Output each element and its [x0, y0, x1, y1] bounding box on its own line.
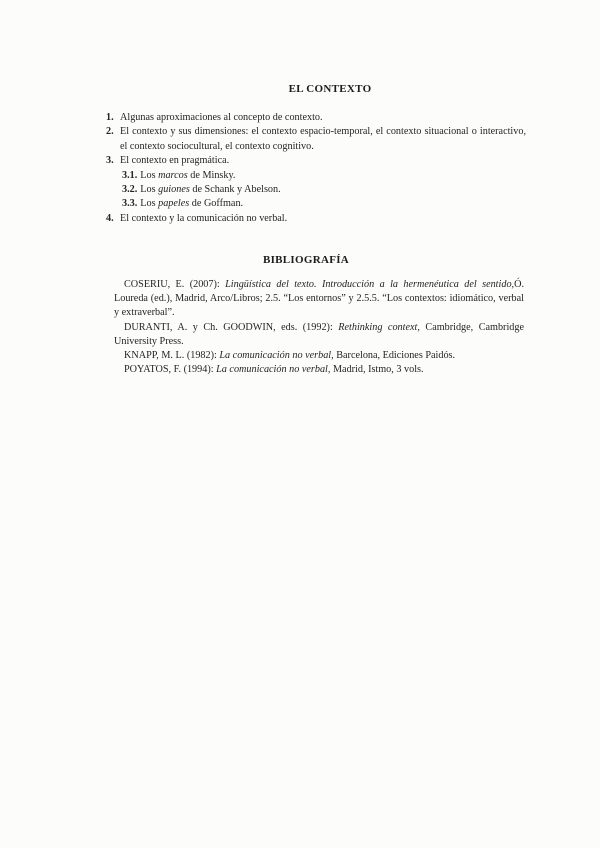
reference-knapp [114, 349, 524, 363]
reference-title: La comunicación no verbal, [219, 350, 334, 362]
reference-duranti [114, 321, 524, 349]
outline-text: El contexto y sus dimensiones: el contexto espacio-temporal, el contexto situacional o interactivo, el contexto sociocultural, el contexto cognitivo. [120, 126, 526, 152]
section-title: EL CONTEXTO [288, 83, 372, 95]
subitem-number: 3.3. [122, 198, 138, 210]
reference-coseriu [114, 278, 524, 321]
outline-subitem-3-2 [106, 183, 526, 197]
reference-author: DURANTI, A. y Ch. GOODWIN, eds. (1992): [124, 321, 339, 333]
subitem-number: 3.1. [122, 169, 138, 181]
subitem-text: de Schank y Abelson. [189, 184, 281, 196]
topic-outline [106, 111, 526, 226]
reference-poyatos [114, 363, 524, 377]
outline-item-1 [106, 111, 526, 125]
outline-subitem-3-1 [106, 169, 526, 183]
bibliography-title: BIBLIOGRAFÍA [262, 254, 350, 266]
reference-details: Barcelona, Ediciones Paidós. [333, 350, 456, 362]
outline-text: El contexto y la comunicación no verbal. [120, 212, 288, 224]
reference-author: KNAPP, M. L. (1982): [124, 350, 220, 362]
outline-number: 1. [106, 112, 114, 123]
reference-details: Cambridge, Cambridge University Press. [114, 321, 524, 347]
reference-title: Rethinking context, [338, 321, 420, 333]
outline-item-2 [106, 125, 526, 154]
outline-number: 3. [106, 155, 114, 167]
reference-author: COSERIU, E. (2007): [124, 279, 226, 290]
reference-author: POYATOS, F. (1994): [124, 364, 217, 376]
subitem-emphasis: papeles [158, 198, 190, 210]
outline-subitem-3-3 [106, 197, 526, 211]
outline-number: 4. [106, 212, 114, 224]
subitem-emphasis: guiones [158, 184, 190, 196]
outline-number: 2. [106, 126, 114, 138]
subitem-emphasis: marcos [158, 169, 188, 181]
bibliography-list [114, 278, 524, 377]
reference-details: Ó. Loureda (ed.), Madrid, Arco/Libros; 2.5. “Los entornos” y 2.5.5. “Los contextos: idiomático, verbal y extraverbal”. [114, 279, 524, 319]
subitem-number: 3.2. [122, 184, 138, 196]
outline-text: Algunas aproximaciones al concepto de contexto. [120, 112, 323, 123]
subitem-text: de Minsky. [187, 169, 236, 181]
subitem-text: Los [140, 198, 159, 210]
outline-item-4 [106, 212, 526, 226]
outline-text: El contexto en pragmática. [120, 155, 230, 167]
reference-details: Madrid, Istmo, 3 vols. [330, 364, 424, 376]
outline-item-3 [106, 154, 526, 168]
subitem-text: Los [140, 169, 159, 181]
subitem-text: Los [140, 184, 159, 196]
subitem-text: de Goffman. [189, 198, 244, 210]
reference-title: La comunicación no verbal, [216, 364, 331, 376]
reference-title: Lingüística del texto. Introducción a la hermenéutica del sentido, [225, 279, 515, 290]
